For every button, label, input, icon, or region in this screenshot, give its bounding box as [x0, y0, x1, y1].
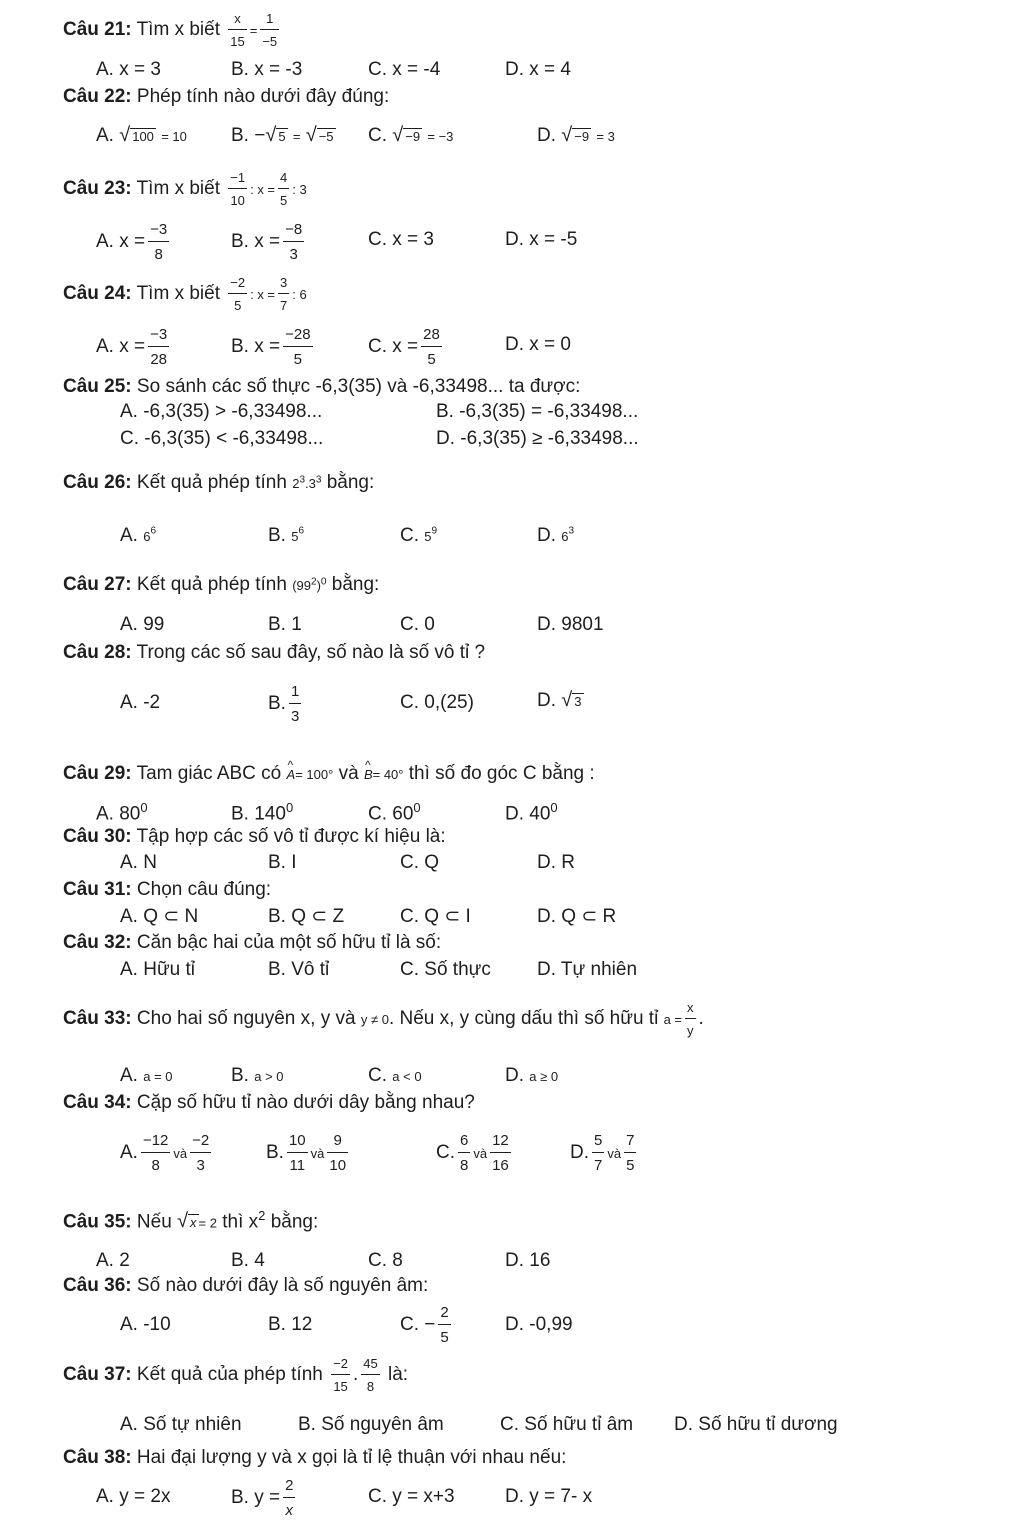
- question-30: [63, 826, 446, 848]
- option-b[interactable]: B. a > 0: [231, 1065, 284, 1086]
- fraction: $\frac{45}{8}$: [363, 1356, 378, 1394]
- fraction: $\frac{5}{7}$: [594, 1132, 603, 1174]
- question-32: [63, 932, 441, 954]
- question-label: Câu 30:: [63, 826, 132, 847]
- question-text: Số nào dưới đây là số nguyên âm:: [136, 1275, 429, 1296]
- fraction: $\frac{-1}{10}$: [230, 170, 246, 208]
- sqrt-expression: √ x: [177, 1210, 197, 1233]
- question-23: Câu 23: Tìm x biết $\frac{-1}{10}$ : x = $\frac{4}{5}$ : 3: [63, 170, 307, 208]
- option-a[interactable]: A. 99: [120, 614, 165, 635]
- question-label: Câu 25:: [63, 376, 132, 397]
- option-d[interactable]: D. $\frac{5}{7}$ và $\frac{7}{5}$: [570, 1132, 635, 1174]
- option-b[interactable]: B. −√ 5 = √ −5: [231, 124, 334, 146]
- question-label: Câu 32:: [63, 932, 132, 953]
- power-expression: $2^3.3^3$: [292, 474, 322, 491]
- question-text: So sánh các số thực -6,3(35) và -6,33498... ta được:: [136, 376, 581, 397]
- option-c[interactable]: C. -6,3(35) < -6,33498...: [120, 428, 324, 449]
- question-text: Hai đại lượng y và x gọi là tỉ lệ thuận với nhau nếu:: [136, 1447, 567, 1468]
- fraction: $\frac{1}{3}$: [290, 683, 300, 725]
- option-d[interactable]: D. Tự nhiên: [537, 959, 638, 980]
- option-b[interactable]: B. $5^6$: [268, 525, 305, 546]
- question-22: [63, 86, 389, 108]
- option-d[interactable]: D. √ −9 = 3: [537, 124, 615, 146]
- option-c[interactable]: C. Số hữu tỉ âm: [500, 1414, 634, 1435]
- option-c[interactable]: C. x = $\frac{28}{5}$: [368, 326, 440, 368]
- option-a[interactable]: A. Q ⊂ N: [120, 906, 199, 927]
- option-b[interactable]: B. Số nguyên âm: [298, 1414, 444, 1435]
- question-text: Kết quả phép tính: [136, 574, 287, 595]
- fraction: $\frac{-3}{8}$: [150, 221, 168, 263]
- fraction: $\frac{7}{5}$: [626, 1132, 635, 1174]
- question-38: [63, 1447, 566, 1469]
- sqrt-expression: √ −9: [561, 124, 590, 146]
- question-29: Câu 29: Tam giác ABC có ^ A= 100° và ^ B= 40° thì số đo góc C bằng :: [63, 763, 595, 785]
- question-text: Phép tính nào dưới đây đúng:: [136, 86, 390, 107]
- option-a[interactable]: A. -6,3(35) > -6,33498...: [120, 401, 323, 422]
- option-a[interactable]: A. Hữu tỉ: [120, 959, 196, 980]
- question-24: Câu 24: Tìm x biết $\frac{-2}{5}$ : x = $\frac{3}{7}$ : 6: [63, 275, 307, 313]
- question-label: Câu 38:: [63, 1447, 132, 1468]
- fraction: $\frac{4}{5}$: [280, 170, 288, 208]
- option-a[interactable]: A. x = 3: [96, 59, 161, 80]
- option-a[interactable]: A. Số tự nhiên: [120, 1414, 242, 1435]
- option-a[interactable]: A. -10: [120, 1314, 171, 1335]
- option-b[interactable]: B. $\frac{1}{3}$: [268, 683, 300, 725]
- angle-a: ^ A: [287, 767, 296, 782]
- question-label: Câu 29:: [63, 763, 132, 784]
- option-d[interactable]: D. Số hữu tỉ dương: [674, 1414, 838, 1435]
- option-c[interactable]: C. $5^9$: [400, 525, 438, 546]
- question-label: Câu 23:: [63, 178, 132, 200]
- option-b[interactable]: B. 4: [231, 1250, 265, 1271]
- question-text: Kết quả phép tính: [136, 472, 287, 493]
- fraction: $\frac{3}{7}$: [280, 275, 288, 313]
- fraction: $\frac{x}{15}$: [230, 11, 245, 49]
- question-text: Căn bậc hai của một số hữu tỉ là số:: [136, 932, 442, 953]
- option-a[interactable]: A. √ 100 = 10: [96, 124, 187, 146]
- option-b[interactable]: B. Vô tỉ: [268, 959, 330, 980]
- option-a[interactable]: A. $\frac{-12}{8}$ và $\frac{-2}{3}$: [120, 1132, 210, 1174]
- sqrt-expression: √ 3: [561, 689, 582, 711]
- option-b[interactable]: B. 12: [268, 1314, 313, 1335]
- fraction: $\frac{9}{10}$: [329, 1132, 347, 1174]
- question-27: Câu 27: Kết quả phép tính $(99^2)^0$ bằng:: [63, 574, 380, 595]
- option-c[interactable]: C. √ −9 = −3: [368, 124, 454, 146]
- option-a[interactable]: A. $80^0$: [96, 800, 148, 825]
- option-c[interactable]: C. $60^0$: [368, 800, 421, 825]
- question-label: Câu 26:: [63, 472, 132, 493]
- question-28: [63, 642, 485, 664]
- option-b[interactable]: B. Q ⊂ Z: [268, 906, 345, 927]
- option-b[interactable]: B. y = $\frac{2}{x}$: [231, 1477, 294, 1519]
- option-c[interactable]: C. Số thực: [400, 959, 491, 980]
- option-a[interactable]: A. -2: [120, 692, 161, 713]
- question-label: Câu 33:: [63, 1008, 132, 1030]
- fraction: $\frac{-28}{5}$: [285, 326, 311, 368]
- question-text: Tìm x biết: [136, 19, 220, 41]
- fraction: $\frac{x}{y}$: [687, 1000, 694, 1038]
- question-26: Câu 26: Kết quả phép tính $2^3.3^3$ bằng:: [63, 472, 375, 493]
- option-a[interactable]: A. x = $\frac{-3}{28}$: [96, 326, 168, 368]
- angle-b: ^ B: [364, 767, 373, 782]
- fraction: $\frac{-8}{3}$: [285, 221, 303, 263]
- question-25: [63, 376, 580, 398]
- option-c[interactable]: C. 0: [400, 614, 435, 635]
- question-label: Câu 27:: [63, 574, 132, 595]
- equals-sign: =: [249, 23, 258, 39]
- question-36: [63, 1275, 428, 1297]
- option-c[interactable]: C. 8: [368, 1250, 403, 1271]
- question-label: Câu 35:: [63, 1211, 132, 1233]
- question-31: [63, 879, 271, 901]
- option-b[interactable]: B. I: [268, 852, 297, 873]
- sqrt-expression: √ −5: [305, 124, 334, 146]
- question-label: Câu 34:: [63, 1092, 132, 1113]
- fraction: $\frac{2}{x}$: [285, 1477, 294, 1519]
- fraction: $\frac{10}{11}$: [288, 1132, 306, 1174]
- fraction: $\frac{1}{-5}$: [262, 11, 278, 49]
- fraction: $\frac{-3}{28}$: [150, 326, 168, 368]
- option-b[interactable]: B. $\frac{10}{11}$ và $\frac{9}{10}$: [266, 1132, 347, 1174]
- option-a[interactable]: A. a = 0: [120, 1065, 173, 1086]
- option-a[interactable]: A. y = 2x: [96, 1486, 171, 1507]
- option-b[interactable]: B. x = $\frac{-28}{5}$: [231, 326, 311, 368]
- option-b[interactable]: B. $140^0$: [231, 800, 294, 825]
- question-label: Câu 36:: [63, 1275, 132, 1296]
- option-a[interactable]: A. N: [120, 852, 157, 873]
- question-34: [63, 1092, 475, 1114]
- question-label: Câu 28:: [63, 642, 132, 663]
- question-label: Câu 31:: [63, 879, 132, 900]
- sqrt-expression: √ −9: [392, 124, 421, 146]
- option-c[interactable]: C. Q ⊂ I: [400, 906, 471, 927]
- option-b[interactable]: B. -6,3(35) = -6,33498...: [436, 401, 639, 422]
- question-text: Cặp số hữu tỉ nào dưới dây bằng nhau?: [136, 1092, 475, 1113]
- sqrt-expression: √ 100: [119, 124, 154, 146]
- question-37: Câu 37: Kết quả của phép tính $\frac{-2}{15}$ . $\frac{45}{8}$ là:: [63, 1356, 409, 1394]
- sqrt-expression: √ 5: [265, 124, 286, 146]
- fraction: $\frac{6}{8}$: [460, 1132, 469, 1174]
- option-c[interactable]: C. y = x+3: [368, 1486, 455, 1507]
- question-text: Kết quả của phép tính: [136, 1364, 323, 1386]
- question-text: Tìm x biết: [136, 178, 220, 200]
- option-c[interactable]: C. − $\frac{2}{5}$: [400, 1304, 449, 1346]
- option-b[interactable]: B. 1: [268, 614, 302, 635]
- fraction: $\frac{-12}{8}$: [142, 1132, 169, 1174]
- question-text: Tìm x biết: [136, 283, 220, 305]
- option-c[interactable]: C. x = -4: [368, 59, 441, 80]
- option-b[interactable]: B. x = $\frac{-8}{3}$: [231, 221, 303, 263]
- option-d[interactable]: D. -0,99: [505, 1314, 573, 1335]
- fraction: $\frac{-2}{3}$: [192, 1132, 210, 1174]
- fraction: $\frac{2}{5}$: [440, 1304, 449, 1346]
- option-a[interactable]: A. $6^6$: [120, 525, 157, 546]
- question-label: Câu 21:: [63, 19, 132, 41]
- option-d[interactable]: D. x = 0: [505, 334, 571, 355]
- option-d[interactable]: D. x = -5: [505, 229, 578, 250]
- question-label: Câu 24:: [63, 283, 132, 305]
- option-d[interactable]: D. -6,3(35) ≥ -6,33498...: [436, 428, 639, 449]
- option-d[interactable]: D. √ 3: [537, 689, 582, 711]
- option-d[interactable]: D. 16: [505, 1250, 551, 1271]
- question-text: Trong các số sau đây, số nào là số vô tỉ ?: [136, 642, 486, 663]
- option-c[interactable]: C. a < 0: [368, 1065, 422, 1086]
- question-text: Chọn câu đúng:: [136, 879, 272, 900]
- option-b[interactable]: B. x = -3: [231, 59, 303, 80]
- question-35: Câu 35: Nếu √ x = 2 thì $x^2$ bằng:: [63, 1208, 319, 1233]
- option-c[interactable]: C. $\frac{6}{8}$ và $\frac{12}{16}$: [436, 1132, 509, 1174]
- option-a[interactable]: A. 2: [96, 1250, 130, 1271]
- option-c[interactable]: C. Q: [400, 852, 440, 873]
- fraction: $\frac{-2}{5}$: [230, 275, 246, 313]
- power-expression: $(99^2)^0$: [292, 576, 327, 593]
- question-text: Tam giác ABC có: [136, 763, 282, 784]
- question-text: Cho hai số nguyên x, y và: [136, 1008, 356, 1030]
- option-d[interactable]: D. $6^3$: [537, 525, 575, 546]
- option-c[interactable]: C. 0,(25): [400, 692, 474, 713]
- option-d[interactable]: D. y = 7- x: [505, 1486, 593, 1507]
- option-d[interactable]: D. 9801: [537, 614, 604, 635]
- option-d[interactable]: D. $40^0$: [505, 800, 558, 825]
- fraction: $\frac{28}{5}$: [423, 326, 440, 368]
- question-21: [63, 12, 282, 48]
- option-d[interactable]: D. a ≥ 0: [505, 1065, 559, 1086]
- fraction: $\frac{-2}{15}$: [333, 1356, 348, 1394]
- question-label: Câu 22:: [63, 86, 132, 107]
- option-d[interactable]: D. Q ⊂ R: [537, 906, 617, 927]
- question-text: Nếu: [136, 1211, 172, 1233]
- option-d[interactable]: D. x = 4: [505, 59, 571, 80]
- option-a[interactable]: A. x = $\frac{-3}{8}$: [96, 221, 168, 263]
- question-text: Tập hợp các số vô tỉ được kí hiệu là:: [136, 826, 446, 847]
- fraction: $\frac{12}{16}$: [492, 1132, 509, 1174]
- option-c[interactable]: C. x = 3: [368, 229, 434, 250]
- option-d[interactable]: D. R: [537, 852, 575, 873]
- question-33: Câu 33: Cho hai số nguyên x, y và y ≠ 0. Nếu x, y cùng dấu thì số hữu tỉ a = $\frac{x}{y}$ .: [63, 1000, 704, 1038]
- question-label: Câu 37:: [63, 1364, 132, 1386]
